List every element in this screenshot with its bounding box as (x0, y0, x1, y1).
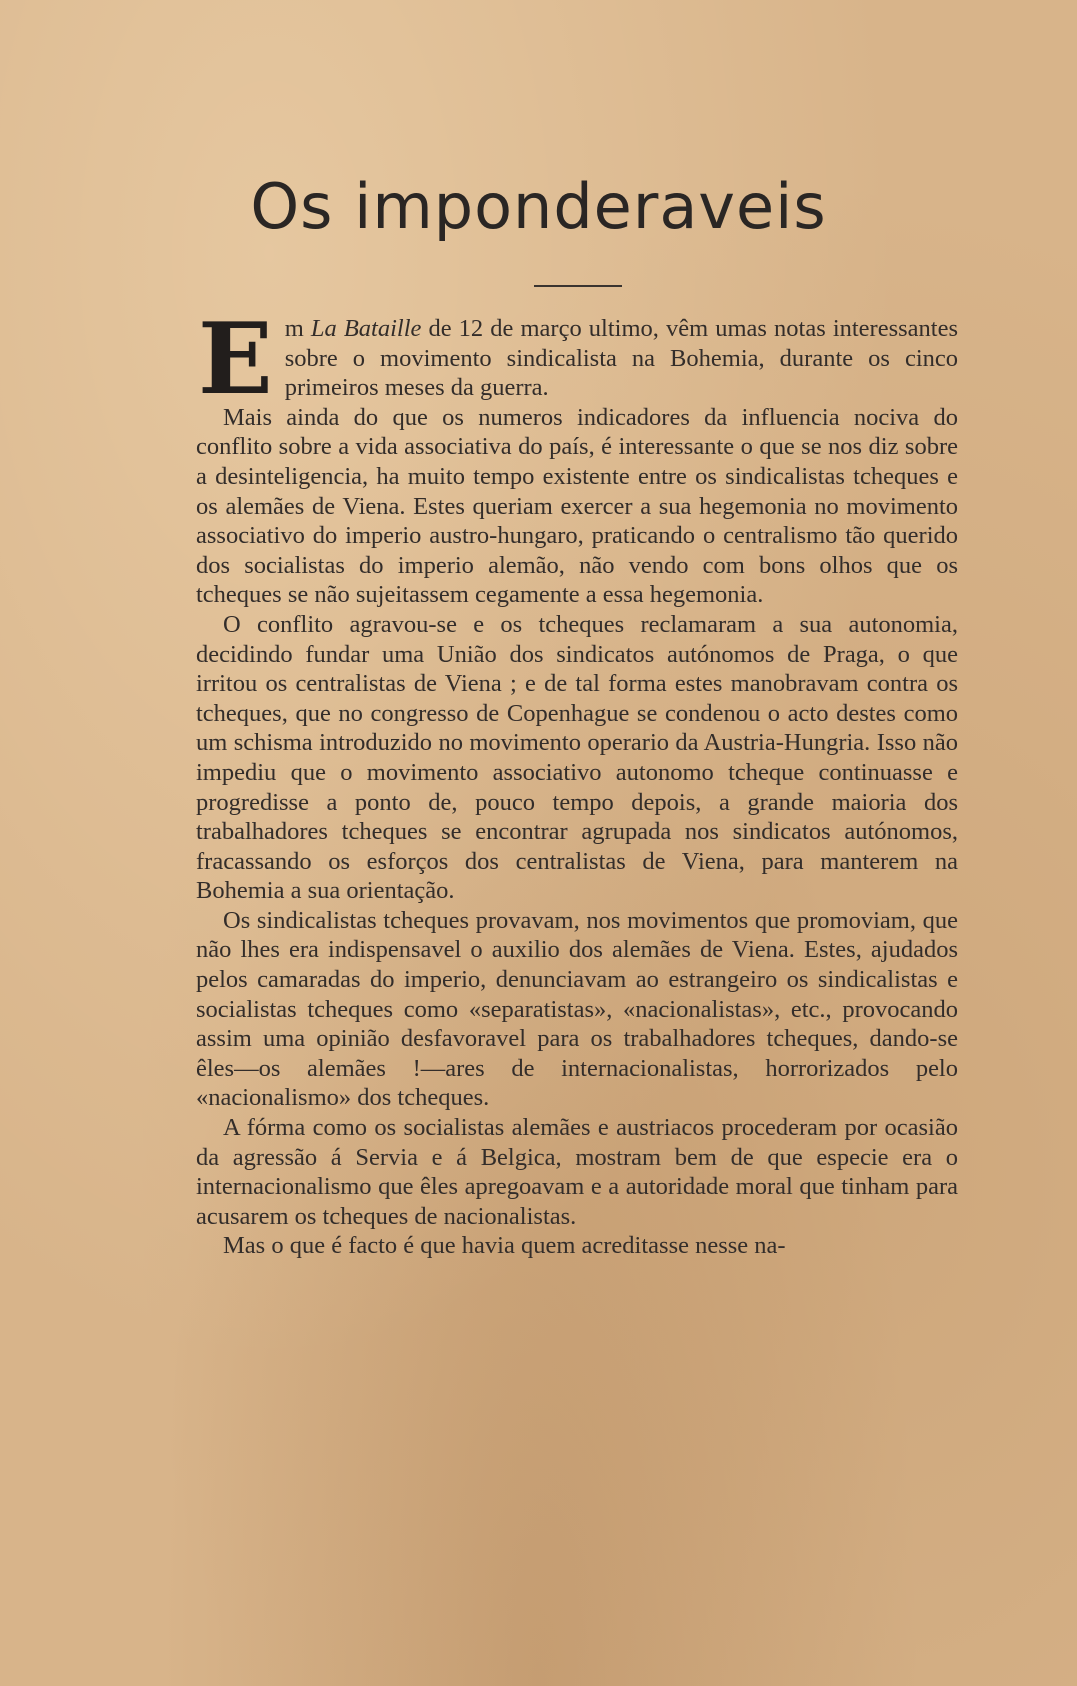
paragraph: O conflito agravou-se e os tcheques reclamaram a sua autonomia, decidindo fundar uma União dos sindicatos autónomos de Praga, o que irritou os centralistas de Viena ; e de tal forma estes manobravam contra os tcheques, que no congresso de Copenhague se condenou o acto destes como um schisma introduzido no movimento operario da Austria-Hungria. Isso não impediu que o movimento associativo autonomo tcheque continuasse e progredisse a ponto de, pouco tempo depois, a grande maioria dos trabalhadores tcheques se encontrar agrupada nos sindicatos autónomos, fracassando os esforços dos centralistas de Viena, para manterem na Bohemia a sua orientação. (196, 610, 958, 905)
paragraph: Mas o que é facto é que havia quem acreditasse nesse na- (223, 1232, 786, 1260)
drop-cap: E (198, 302, 273, 417)
paragraph: A fórma como os socialistas alemães e austriacos procederam por ocasião da agressão á Servia e á Belgica, mostram bem de que especie era o internacionalismo que êles apregoavam e a autoridade moral que tinham para acusarem os tcheques de nacionalistas. (196, 1114, 958, 1230)
lead-start: m (284, 315, 311, 342)
paragraph-lead (196, 302, 959, 417)
page-title: Os imponderaveis (250, 170, 827, 243)
source-title: La Bataille (310, 315, 422, 342)
title-divider (534, 285, 622, 287)
lead-rest: de 12 de março ultimo, vêm umas notas interessantes sobre o movimento sindicalista na Bohemia, durante os cinco primeiros meses da guerra. (284, 315, 959, 402)
paragraph: Os sindicalistas tcheques provavam, nos movimentos que promoviam, que não lhes era indispensavel o auxilio dos alemães de Viena. Estes, ajudados pelos camaradas do imperio, denunciavam ao estrangeiro os sindicalistas e socialistas tcheques como «separatistas», «nacionalistas», etc., provocando assim uma opinião desfavoravel para os trabalhadores tcheques, dando-se êles—os alemães !—ares de internacionalistas, horrorizados pelo «nacionalismo» dos tcheques. (196, 906, 958, 1112)
paragraph: Mais ainda do que os numeros indicadores da influencia nociva do conflito sobre a vida associativa do país, é interessante o que se nos diz sobre a desinteligencia, ha muito tempo existente entre os sindicalistas tcheques e os alemães de Viena. Estes queriam exercer a sua hegemonia no movimento associativo do imperio austro-hungaro, praticando o centralismo tão querido dos socialistas do imperio alemão, não vendo com bons olhos que os tcheques se não sujeitassem cegamente a essa hegemonia. (196, 403, 958, 609)
article-body (196, 302, 959, 1261)
